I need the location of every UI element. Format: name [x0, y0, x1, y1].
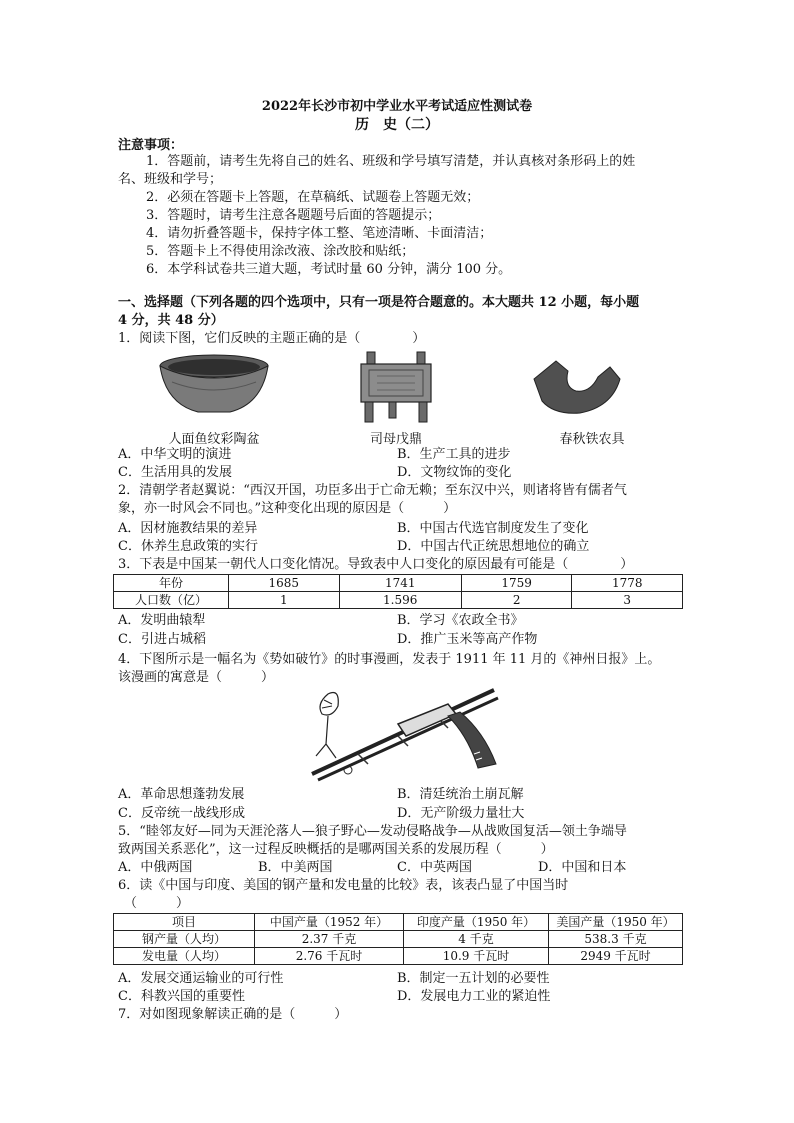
notes-heading: 注意事项：	[118, 138, 184, 153]
table-cell: 2	[461, 592, 572, 609]
q2-option-d: D．中国古代正统思想地位的确立	[397, 539, 590, 554]
q1-option-a: A．中华文明的演进	[118, 447, 232, 462]
iron-tool-image	[528, 357, 624, 417]
ding-vessel-image	[355, 350, 437, 424]
steel-power-table	[113, 913, 683, 965]
table-cell: 1	[229, 592, 340, 609]
note-item: 5．答题卡上不得使用涂改液、涂改胶和贴纸；	[146, 244, 415, 259]
q4-option-a: A．革命思想蓬勃发展	[118, 787, 245, 802]
table-cell: 钢产量（人均）	[114, 931, 255, 948]
table-cell: 3	[572, 592, 683, 609]
pottery-basin-image	[158, 352, 270, 418]
exam-title: 2022年长沙市初中学业水平考试适应性测试卷	[261, 99, 533, 114]
q2-option-a: A．因材施教结果的差异	[118, 521, 258, 536]
q2-option-c: C．休养生息政策的实行	[118, 539, 258, 554]
q3-option-b: B．学习《农政全书》	[397, 613, 524, 628]
table-row	[114, 948, 683, 965]
q2-option-b: B．中国古代选官制度发生了变化	[397, 521, 589, 536]
note-item: 名、班级和学号；	[118, 172, 223, 187]
note-item: 1．答题前，请考生先将自己的姓名、班级和学号填写清楚，并认真核对条形码上的姓	[146, 154, 636, 169]
q6-option-c: C．科教兴国的重要性	[118, 989, 245, 1004]
note-item: 2．必须在答题卡上答题，在草稿纸、试题卷上答题无效；	[146, 190, 480, 205]
table-header-row	[114, 914, 683, 931]
table-row	[114, 931, 683, 948]
q1-option-b: B．生产工具的进步	[397, 447, 511, 462]
table-cell: 538.3 千克	[549, 931, 683, 948]
table-row	[114, 592, 683, 609]
table-cell: 2949 千瓦时	[549, 948, 683, 965]
population-table	[113, 574, 683, 609]
q5-stem: 5．“睦邻友好—同为天涯沦落人—狼子野心—发动侵略战争—从战败国复活—领土争端导	[118, 824, 627, 839]
note-item: 3．答题时，请考生注意各题题号后面的答题提示；	[146, 208, 441, 223]
q6-option-a: A．发展交通运输业的可行性	[118, 971, 284, 986]
table-cell: 2.76 千瓦时	[255, 948, 404, 965]
table-cell: 10.9 千瓦时	[404, 948, 549, 965]
table-header-cell: 中国产量（1952 年）	[255, 914, 404, 931]
table-cell: 1759	[461, 575, 572, 592]
table-cell: 1778	[572, 575, 683, 592]
q6-option-d: D．发展电力工业的紧迫性	[397, 989, 551, 1004]
q1-option-c: C．生活用具的发展	[118, 465, 232, 480]
note-item: 6．本学科试卷共三道大题，考试时量 60 分钟，满分 100 分。	[146, 262, 512, 277]
note-item: 4．请勿折叠答题卡，保持字体工整、笔迹清晰、卡面清洁；	[146, 226, 493, 241]
q4-option-d: D．无产阶级力量壮大	[397, 806, 525, 821]
q6-stem: 6．读《中国与印度、美国的钢产量和发电量的比较》表，该表凸显了中国当时	[118, 878, 569, 893]
q5-stem-cont: 致两国关系恶化”，这一过程反映概括的是哪两国关系的发展历程（ ）	[118, 842, 554, 857]
section-heading-cont: 4 分，共 48 分）	[118, 313, 224, 328]
bamboo-cartoon-image	[298, 684, 512, 786]
q1-caption: 司母戊鼎	[369, 432, 422, 447]
table-cell: 发电量（人均）	[114, 948, 255, 965]
q6-stem-cont: （ ）	[124, 896, 190, 911]
table-row	[114, 575, 683, 592]
q2-stem-cont: 象，亦一时风会不同也。”这种变化出现的原因是（ ）	[118, 501, 457, 516]
q3-stem: 3．下表是中国某一朝代人口变化情况。导致表中人口变化的原因最有可能是（ ）	[118, 557, 634, 572]
q1-stem: 1．阅读下图，它们反映的主题正确的是（ ）	[118, 331, 426, 346]
exam-subtitle: 历 史（二）	[355, 117, 439, 133]
q2-stem: 2．清朝学者赵翼说：“西汉开国，功臣多出于亡命无赖；至东汉中兴，则诸将皆有儒者气	[118, 483, 627, 498]
q5-option-a: A．中俄两国	[118, 860, 193, 875]
q4-stem: 4．下图所示是一幅名为《势如破竹》的时事漫画，发表于 1911 年 11 月的《神州日报》上。	[118, 652, 661, 667]
q4-option-c: C．反帝统一战线形成	[118, 806, 245, 821]
q4-stem-cont: 该漫画的寓意是（ ）	[118, 670, 275, 685]
q1-option-d: D．文物纹饰的变化	[397, 465, 512, 480]
table-header-cell: 项目	[114, 914, 255, 931]
table-cell: 2.37 千克	[255, 931, 404, 948]
q1-caption: 人面鱼纹彩陶盆	[168, 432, 260, 447]
q5-option-b: B．中美两国	[258, 860, 333, 875]
q5-option-d: D．中国和日本	[538, 860, 627, 875]
table-cell: 4 千克	[404, 931, 549, 948]
table-header-cell: 美国产量（1950 年）	[549, 914, 683, 931]
table-cell: 年份	[114, 575, 229, 592]
q3-option-c: C．引进占城稻	[118, 632, 206, 647]
table-cell: 1.596	[339, 592, 461, 609]
q3-option-d: D．推广玉米等高产作物	[397, 632, 538, 647]
q7-stem: 7．对如图现象解读正确的是（ ）	[118, 1007, 348, 1022]
table-header-cell: 印度产量（1950 年）	[404, 914, 549, 931]
q5-option-c: C．中英两国	[397, 860, 472, 875]
table-cell: 人口数（亿）	[114, 592, 229, 609]
q3-option-a: A．发明曲辕犁	[118, 613, 206, 628]
table-cell: 1741	[339, 575, 461, 592]
table-cell: 1685	[229, 575, 340, 592]
section-heading: 一、选择题（下列各题的四个选项中，只有一项是符合题意的。本大题共 12 小题，每小题	[118, 295, 640, 310]
q6-option-b: B．制定一五计划的必要性	[397, 971, 550, 986]
q4-option-b: B．清廷统治土崩瓦解	[397, 787, 524, 802]
q1-caption: 春秋铁农具	[559, 432, 625, 447]
